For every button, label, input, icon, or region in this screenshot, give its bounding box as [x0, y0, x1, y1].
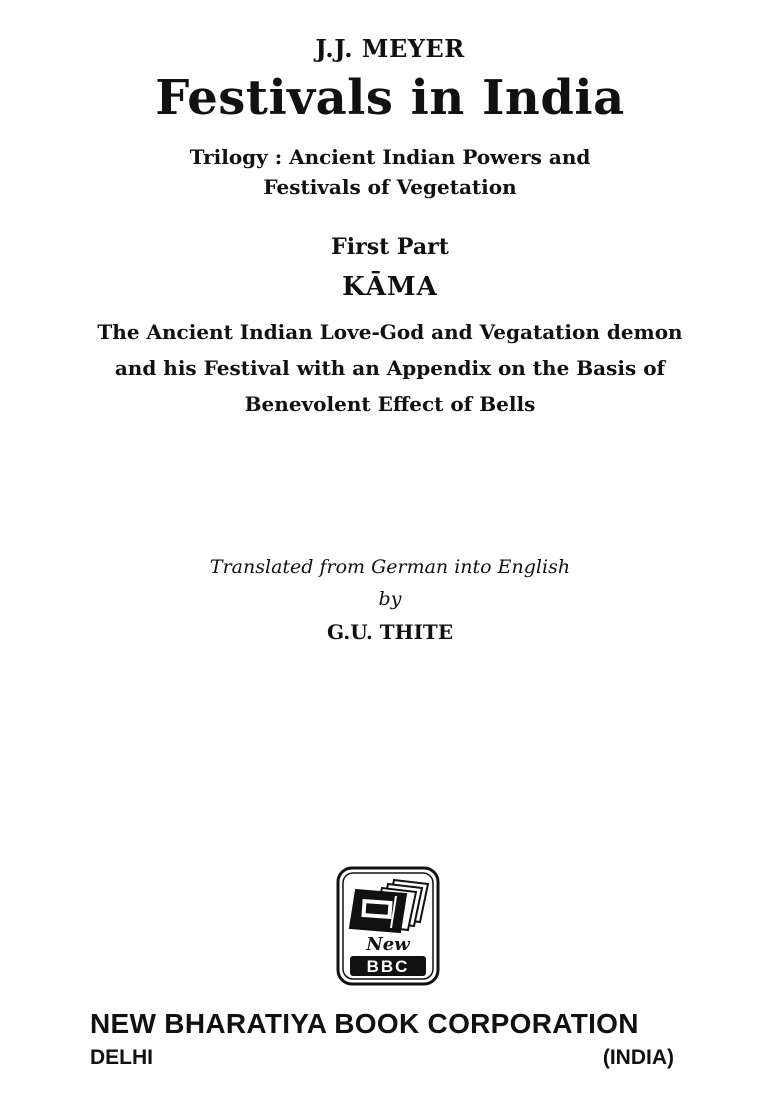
part-label: First Part [331, 234, 449, 260]
translator-name: G.U. THITE [326, 620, 454, 644]
author-name: J.J. MEYER [315, 34, 465, 63]
publisher-logo [336, 866, 440, 986]
series-line-2: Festivals of Vegetation [263, 175, 517, 199]
book-stack-logo-icon [336, 866, 440, 986]
volume-title: KĀMA [342, 272, 438, 302]
publisher-name: NEW BHARATIYA BOOK CORPORATION [90, 1008, 639, 1039]
book-title: Festivals in India [155, 70, 625, 126]
subtitle-line-2: and his Festival with an Appendix on the Basis of [114, 356, 666, 380]
publisher-city: DELHI [90, 1046, 153, 1069]
publisher-country: (INDIA) [602, 1046, 674, 1069]
subtitle [0, 314, 780, 422]
logo-script-text: New [366, 934, 410, 955]
translation-note: Translated from German into English [209, 556, 571, 578]
logo-badge-text: BBC [366, 957, 410, 976]
translation-by: by [378, 588, 402, 610]
subtitle-line-1: The Ancient Indian Love-God and Vegatation demon [97, 320, 683, 344]
series-description [0, 142, 780, 202]
subtitle-line-3: Benevolent Effect of Bells [244, 392, 536, 416]
series-line-1: Trilogy : Ancient Indian Powers and [189, 145, 591, 169]
